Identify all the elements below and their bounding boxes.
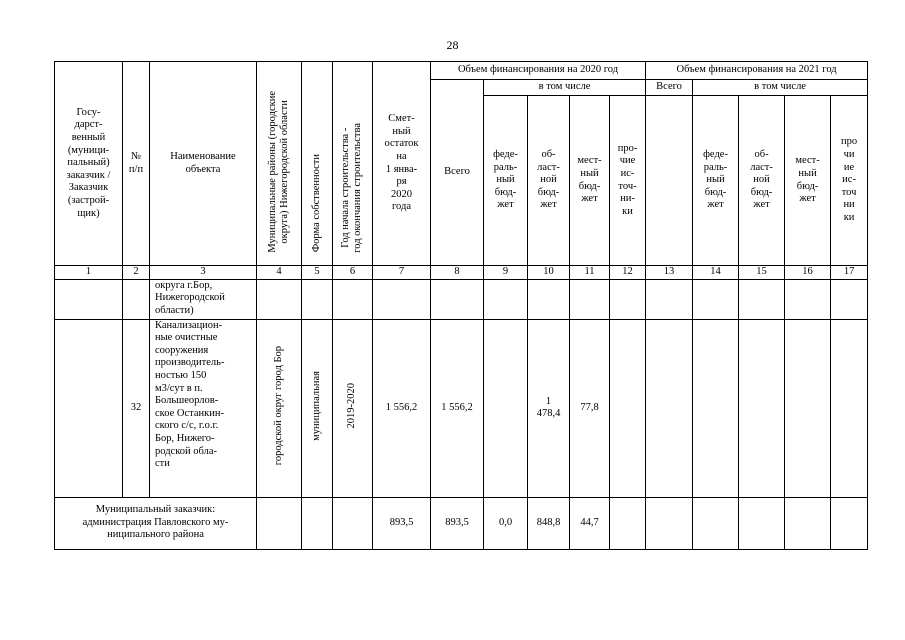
table-row-subtotal — [55, 497, 868, 549]
column-number: 16 — [785, 266, 831, 280]
header-object-name: Наименование объекта — [150, 62, 257, 266]
object-regional-2020: 1 478,4 — [528, 319, 570, 497]
subtotal-estimate: 893,5 — [373, 497, 431, 549]
header-fin-2020: Объем финансирования на 2020 год — [431, 62, 646, 80]
column-number: 15 — [739, 266, 785, 280]
page-number: 28 — [446, 38, 459, 52]
table-row-continuation — [55, 279, 868, 319]
object-local-2020: 77,8 — [570, 319, 610, 497]
header-districts-cell — [257, 62, 302, 266]
header-fin-2021: Объем финансирования на 2021 год — [646, 62, 868, 80]
column-number: 1 — [55, 266, 123, 280]
column-number: 14 — [693, 266, 739, 280]
column-number: 2 — [123, 266, 150, 280]
subtotal-local-2020: 44,7 — [570, 497, 610, 549]
object-years-cell — [333, 319, 373, 497]
header-years: Год начала строительства - год окончания строительства — [340, 122, 364, 253]
column-number: 10 — [528, 266, 570, 280]
header-empty-2021 — [646, 96, 693, 266]
column-number: 17 — [831, 266, 868, 280]
header-years-cell — [333, 62, 373, 266]
subtotal-label: Муниципальный заказчик: администрация Павловского му- ниципального района — [55, 497, 257, 549]
header-num: № п/п — [123, 62, 150, 266]
column-number: 9 — [484, 266, 528, 280]
column-number: 5 — [302, 266, 333, 280]
header-estimate-balance: Смет- ный остаток на 1 янва- ря 2020 года — [373, 62, 431, 266]
object-ownership-cell — [302, 319, 333, 497]
header-federal-2021: феде- раль- ный бюд- жет — [693, 96, 739, 266]
object-total-2020: 1 556,2 — [431, 319, 484, 497]
header-ownership: Форма собственности — [310, 154, 322, 253]
header-ownership-cell — [302, 62, 333, 266]
table-row-object-32 — [55, 319, 868, 497]
header-federal-2020: феде- раль- ный бюд- жет — [484, 96, 528, 266]
subtotal-regional-2020: 848,8 — [528, 497, 570, 549]
header-total-2020: Всего — [431, 80, 484, 266]
column-number: 6 — [333, 266, 373, 280]
header-including-2021: в том числе — [693, 80, 868, 96]
object-district: городской округ город Бор — [272, 346, 284, 466]
column-number: 13 — [646, 266, 693, 280]
column-number: 4 — [257, 266, 302, 280]
continuation-text: округа г.Бор, Нижегородской области) — [150, 279, 257, 319]
header-other-2021: про чи ие ис- точ ни ки — [831, 96, 868, 266]
header-including-2020: в том числе — [484, 80, 646, 96]
object-num: 32 — [123, 319, 150, 497]
object-years: 2019-2020 — [346, 383, 358, 429]
column-number: 12 — [610, 266, 646, 280]
header-regional-2020: об- ласт- ной бюд- жет — [528, 96, 570, 266]
header-local-2020: мест- ный бюд- жет — [570, 96, 610, 266]
header-other-2020: про- чие ис- точ- ни- ки — [610, 96, 646, 266]
object-name: Канализацион- ные очистные сооружения производитель- ностью 150 м3/сут в п. Большеорлов- ское Останкин- ского с/с, г.о.г. Бор, Нижего- родской обла- сти — [150, 319, 257, 497]
column-number: 3 — [150, 266, 257, 280]
header-local-2021: мест- ный бюд- жет — [785, 96, 831, 266]
object-estimate: 1 556,2 — [373, 319, 431, 497]
header-total-2021: Всего — [646, 80, 693, 96]
object-district-cell — [257, 319, 302, 497]
object-ownership: муниципальная — [310, 370, 322, 441]
subtotal-total-2020: 893,5 — [431, 497, 484, 549]
header-customer: Госу- дарст- венный (муници- пальный) заказчик / Заказчик (застрой- щик) — [55, 62, 123, 266]
financing-table — [54, 61, 868, 550]
header-regional-2021: об- ласт- ной бюд- жет — [739, 96, 785, 266]
header-districts: Муниципальные районы (городские округа) Нижегородской области — [266, 90, 290, 253]
subtotal-federal-2020: 0,0 — [484, 497, 528, 549]
column-number: 11 — [570, 266, 610, 280]
column-number: 7 — [373, 266, 431, 280]
column-number: 8 — [431, 266, 484, 280]
